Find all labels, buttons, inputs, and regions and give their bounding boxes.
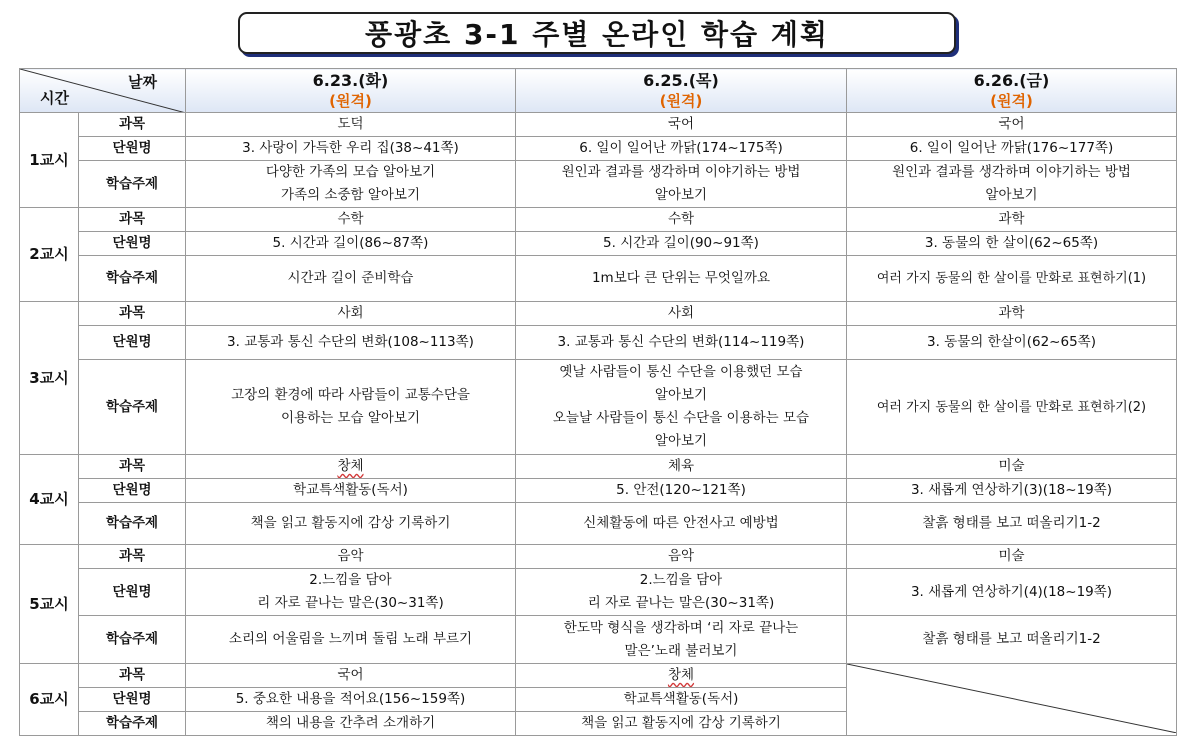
- table-row: [20, 503, 1177, 545]
- subject-cell: 수학: [186, 208, 516, 232]
- page-title: 풍광초 3-1 주별 온라인 학습 계획: [238, 12, 956, 54]
- table-row: [20, 232, 1177, 256]
- unit-cell: 5. 중요한 내용을 적어요(156~159쪽): [186, 688, 516, 712]
- subject-cell: 사회: [186, 302, 516, 326]
- corner-time-label: 시간: [40, 89, 69, 107]
- row-label-topic: 학습주제: [79, 616, 186, 664]
- row-label-subject: 과목: [79, 545, 186, 569]
- topic-cell: 한도막 형식을 생각하며 ‘리 자로 끝나는 말은’노래 불러보기: [516, 616, 847, 664]
- day-mode: (원격): [659, 91, 703, 110]
- day-date: 6.23.(화): [312, 70, 389, 90]
- topic-cell: 원인과 결과를 생각하며 이야기하는 방법 알아보기: [847, 161, 1177, 208]
- unit-cell: 5. 시간과 길이(86~87쪽): [186, 232, 516, 256]
- row-label-topic: 학습주제: [79, 256, 186, 302]
- topic-cell: 소리의 어울림을 느끼며 돌림 노래 부르기: [186, 616, 516, 664]
- table-row: [20, 137, 1177, 161]
- corner-cell: [20, 69, 186, 113]
- subject-cell: 사회: [516, 302, 847, 326]
- table-row: [20, 616, 1177, 664]
- table-row: [20, 302, 1177, 326]
- row-label-unit: 단원명: [79, 479, 186, 503]
- period-label: 6교시: [20, 664, 79, 736]
- topic-cell: 다양한 가족의 모습 알아보기 가족의 소중함 알아보기: [186, 161, 516, 208]
- subject-cell: 국어: [847, 113, 1177, 137]
- unit-cell: 3. 교통과 통신 수단의 변화(114~119쪽): [516, 326, 847, 360]
- unit-cell: 학교특색활동(독서): [516, 688, 847, 712]
- empty-cell-diagonal: [847, 664, 1177, 733]
- day-header: [847, 69, 1177, 113]
- topic-cell: 찰흙 형태를 보고 떠올리기1-2: [847, 503, 1177, 545]
- row-label-unit: 단원명: [79, 569, 186, 616]
- row-label-topic: 학습주제: [79, 503, 186, 545]
- header-row: [20, 69, 1177, 113]
- topic-cell: 책의 내용을 간추려 소개하기: [186, 712, 516, 736]
- table-row: [20, 664, 1177, 688]
- row-label-topic: 학습주제: [79, 712, 186, 736]
- empty-cell: [847, 664, 1177, 736]
- period-label: 5교시: [20, 545, 79, 664]
- subject-cell: 창체: [516, 664, 847, 688]
- row-label-topic: 학습주제: [79, 161, 186, 208]
- subject-cell: 체육: [516, 455, 847, 479]
- period-label: 4교시: [20, 455, 79, 545]
- unit-cell: 6. 일이 일어난 까닭(176~177쪽): [847, 137, 1177, 161]
- day-mode: (원격): [990, 91, 1033, 110]
- subject-cell: 창체: [186, 455, 516, 479]
- subject-cell: 음악: [516, 545, 847, 569]
- unit-cell: 5. 안전(120~121쪽): [516, 479, 847, 503]
- weekly-plan-table: [19, 68, 1177, 736]
- topic-cell: 여러 가지 동물의 한 살이를 만화로 표현하기(1): [847, 256, 1177, 302]
- day-date: 6.25.(목): [643, 70, 719, 90]
- unit-cell: 3. 새롭게 연상하기(4)(18~19쪽): [847, 569, 1177, 616]
- unit-cell: 3. 교통과 통신 수단의 변화(108~113쪽): [186, 326, 516, 360]
- table-row: [20, 569, 1177, 616]
- subject-cell: 국어: [516, 113, 847, 137]
- subject-cell: 국어: [186, 664, 516, 688]
- subject-cell: 미술: [847, 545, 1177, 569]
- unit-cell: 3. 동물의 한살이(62~65쪽): [847, 326, 1177, 360]
- table-row: [20, 545, 1177, 569]
- subject-cell: 도덕: [186, 113, 516, 137]
- row-label-unit: 단원명: [79, 688, 186, 712]
- table-row: [20, 256, 1177, 302]
- table-row: [20, 479, 1177, 503]
- unit-cell: 6. 일이 일어난 까닭(174~175쪽): [516, 137, 847, 161]
- row-label-topic: 학습주제: [79, 360, 186, 455]
- row-label-subject: 과목: [79, 113, 186, 137]
- topic-cell: 책을 읽고 활동지에 감상 기록하기: [516, 712, 847, 736]
- table-row: [20, 455, 1177, 479]
- table-row: [20, 360, 1177, 455]
- row-label-subject: 과목: [79, 664, 186, 688]
- row-label-subject: 과목: [79, 455, 186, 479]
- table-row: [20, 208, 1177, 232]
- row-label-unit: 단원명: [79, 232, 186, 256]
- topic-cell: 신체활동에 따른 안전사고 예방법: [516, 503, 847, 545]
- period-label: 3교시: [20, 302, 79, 455]
- topic-cell: 찰흙 형태를 보고 떠올리기1-2: [847, 616, 1177, 664]
- topic-cell: 책을 읽고 활동지에 감상 기록하기: [186, 503, 516, 545]
- corner-date-label: 날짜: [128, 73, 157, 91]
- subject-cell: 과학: [847, 302, 1177, 326]
- day-header: [186, 69, 516, 113]
- unit-cell: 5. 시간과 길이(90~91쪽): [516, 232, 847, 256]
- unit-cell: 3. 사랑이 가득한 우리 집(38~41쪽): [186, 137, 516, 161]
- subject-cell: 음악: [186, 545, 516, 569]
- topic-cell: 시간과 길이 준비학습: [186, 256, 516, 302]
- row-label-unit: 단원명: [79, 326, 186, 360]
- table-row: [20, 326, 1177, 360]
- topic-cell: 옛날 사람들이 통신 수단을 이용했던 모습 알아보기 오늘날 사람들이 통신 수단을 이용하는 모습 알아보기: [516, 360, 847, 455]
- subject-cell: 수학: [516, 208, 847, 232]
- row-label-subject: 과목: [79, 208, 186, 232]
- day-date: 6.26.(금): [973, 70, 1050, 90]
- table-row: [20, 113, 1177, 137]
- table-row: [20, 161, 1177, 208]
- unit-cell: 2.느낌을 담아 리 자로 끝나는 말은(30~31쪽): [186, 569, 516, 616]
- unit-cell: 3. 새롭게 연상하기(3)(18~19쪽): [847, 479, 1177, 503]
- subject-cell: 미술: [847, 455, 1177, 479]
- subject-cell: 과학: [847, 208, 1177, 232]
- topic-cell: 고장의 환경에 따라 사람들이 교통수단을 이용하는 모습 알아보기: [186, 360, 516, 455]
- period-label: 1교시: [20, 113, 79, 208]
- topic-cell: 여러 가지 동물의 한 살이를 만화로 표현하기(2): [847, 360, 1177, 455]
- unit-cell: 2.느낌을 담아 리 자로 끝나는 말은(30~31쪽): [516, 569, 847, 616]
- row-label-unit: 단원명: [79, 137, 186, 161]
- topic-cell: 1m보다 큰 단위는 무엇일까요: [516, 256, 847, 302]
- unit-cell: 3. 동물의 한 살이(62~65쪽): [847, 232, 1177, 256]
- day-mode: (원격): [329, 91, 372, 110]
- unit-cell: 학교특색활동(독서): [186, 479, 516, 503]
- period-label: 2교시: [20, 208, 79, 302]
- row-label-subject: 과목: [79, 302, 186, 326]
- topic-cell: 원인과 결과를 생각하며 이야기하는 방법 알아보기: [516, 161, 847, 208]
- day-header: [516, 69, 847, 113]
